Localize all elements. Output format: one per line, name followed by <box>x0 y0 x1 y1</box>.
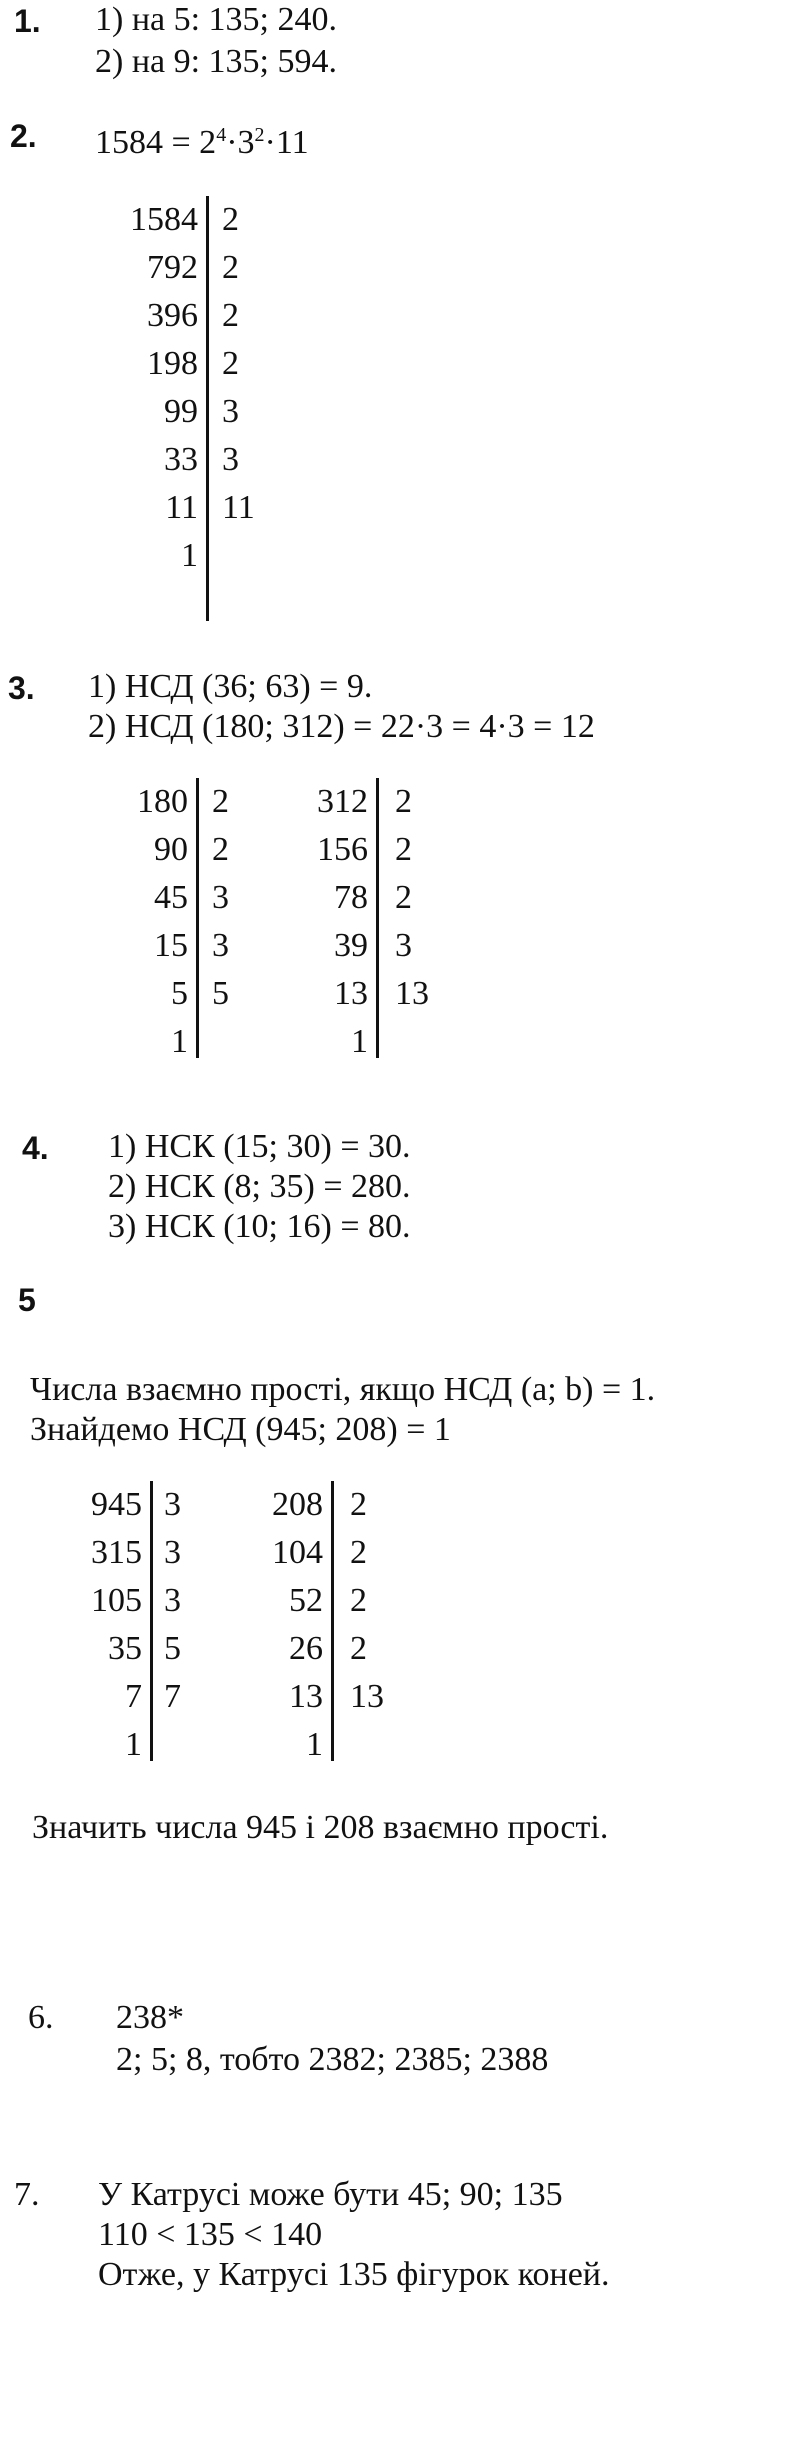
dividend-cell: 7 <box>125 1678 142 1715</box>
divisor-cell: 5 <box>212 975 229 1012</box>
divisor-cell: 3 <box>164 1486 181 1523</box>
p7-line-3: Отже, у Катрусі 135 фігурок коней. <box>98 2256 610 2293</box>
divisor-cell: 2 <box>350 1630 367 1667</box>
divisor-cell: 3 <box>164 1582 181 1619</box>
p1-line-1: 1) на 5: 135; 240. <box>95 1 338 38</box>
divisor-cell: 3 <box>164 1534 181 1571</box>
divisor-cell: 2 <box>350 1486 367 1523</box>
p2-formula-tail: ·11 <box>264 124 309 161</box>
problem-number-7: 7. <box>14 2176 40 2213</box>
dividend-cell: 15 <box>154 927 188 964</box>
p7-line-2: 110 < 135 < 140 <box>98 2216 323 2253</box>
p6-line-1: 238* <box>116 1999 184 2036</box>
p4-line-1: 1) НСК (15; 30) = 30. <box>108 1128 411 1165</box>
divisor-cell: 2 <box>350 1534 367 1571</box>
dividend-cell: 1 <box>351 1023 368 1060</box>
dividend-cell: 792 <box>147 249 198 286</box>
divider-line <box>150 1481 153 1761</box>
divisor-cell: 3 <box>212 927 229 964</box>
divisor-cell: 3 <box>212 879 229 916</box>
dividend-cell: 315 <box>91 1534 142 1571</box>
dividend-cell: 11 <box>165 489 198 526</box>
dividend-cell: 180 <box>137 783 188 820</box>
divisor-cell: 3 <box>222 441 239 478</box>
dividend-cell: 945 <box>91 1486 142 1523</box>
divisor-cell: 13 <box>395 975 429 1012</box>
divisor-cell: 11 <box>222 489 255 526</box>
p2-formula-mid: ·3 <box>226 124 255 161</box>
p2-formula-exp-2: 2 <box>254 124 265 146</box>
p4-line-2: 2) НСК (8; 35) = 280. <box>108 1168 411 1205</box>
divider-line <box>196 778 199 1058</box>
dividend-cell: 13 <box>289 1678 323 1715</box>
divider-line <box>376 778 379 1058</box>
dividend-cell: 13 <box>334 975 368 1012</box>
dividend-cell: 1584 <box>130 201 198 238</box>
p2-formula-base: 1584 = 2 <box>95 124 217 161</box>
p5-line-1: Числа взаємно прості, якщо НСД (a; b) = 1. <box>30 1371 656 1408</box>
dividend-cell: 33 <box>164 441 198 478</box>
divisor-cell: 13 <box>350 1678 384 1715</box>
p6-line-2: 2; 5; 8, тобто 2382; 2385; 2388 <box>116 2041 549 2078</box>
dividend-cell: 39 <box>334 927 368 964</box>
dividend-cell: 90 <box>154 831 188 868</box>
dividend-cell: 35 <box>108 1630 142 1667</box>
dividend-cell: 396 <box>147 297 198 334</box>
divisor-cell: 2 <box>222 249 239 286</box>
dividend-cell: 156 <box>317 831 368 868</box>
divisor-cell: 3 <box>222 393 239 430</box>
p2-formula-exp-1: 4 <box>216 124 227 146</box>
dividend-cell: 1 <box>171 1023 188 1060</box>
problem-number-5: 5 <box>18 1282 36 1318</box>
dividend-cell: 105 <box>91 1582 142 1619</box>
divisor-cell: 2 <box>222 297 239 334</box>
divisor-cell: 2 <box>222 201 239 238</box>
dividend-cell: 78 <box>334 879 368 916</box>
dividend-cell: 99 <box>164 393 198 430</box>
p5-line-2: Знайдемо НСД (945; 208) = 1 <box>30 1411 451 1448</box>
dividend-cell: 26 <box>289 1630 323 1667</box>
problem-number-3: 3. <box>8 670 35 706</box>
dividend-cell: 198 <box>147 345 198 382</box>
dividend-cell: 45 <box>154 879 188 916</box>
divisor-cell: 3 <box>395 927 412 964</box>
dividend-cell: 104 <box>272 1534 323 1571</box>
dividend-cell: 5 <box>171 975 188 1012</box>
p4-line-3: 3) НСК (10; 16) = 80. <box>108 1208 411 1245</box>
dividend-cell: 1 <box>125 1726 142 1763</box>
divisor-cell: 5 <box>164 1630 181 1667</box>
divisor-cell: 2 <box>395 879 412 916</box>
divisor-cell: 2 <box>212 831 229 868</box>
problem-number-1: 1. <box>14 3 41 39</box>
p3-line-1: 1) НСД (36; 63) = 9. <box>88 668 373 705</box>
problem-number-4: 4. <box>22 1130 49 1166</box>
problem-number-6: 6. <box>28 1999 54 2036</box>
p1-line-2: 2) на 9: 135; 594. <box>95 43 338 80</box>
p5-conclusion: Значить числа 945 і 208 взаємно прості. <box>32 1809 609 1846</box>
divider-line <box>331 1481 334 1761</box>
dividend-cell: 1 <box>181 537 198 574</box>
dividend-cell: 1 <box>306 1726 323 1763</box>
divisor-cell: 2 <box>350 1582 367 1619</box>
divider-line <box>206 196 209 621</box>
p2-formula <box>95 115 309 163</box>
dividend-cell: 208 <box>272 1486 323 1523</box>
dividend-cell: 312 <box>317 783 368 820</box>
divisor-cell: 2 <box>212 783 229 820</box>
divisor-cell: 2 <box>395 831 412 868</box>
dividend-cell: 52 <box>289 1582 323 1619</box>
divisor-cell: 7 <box>164 1678 181 1715</box>
problem-number-2: 2. <box>10 118 37 154</box>
divisor-cell: 2 <box>222 345 239 382</box>
p3-line-2: 2) НСД (180; 312) = 22·3 = 4·3 = 12 <box>88 708 595 745</box>
p7-line-1: У Катрусі може бути 45; 90; 135 <box>98 2176 563 2213</box>
divisor-cell: 2 <box>395 783 412 820</box>
